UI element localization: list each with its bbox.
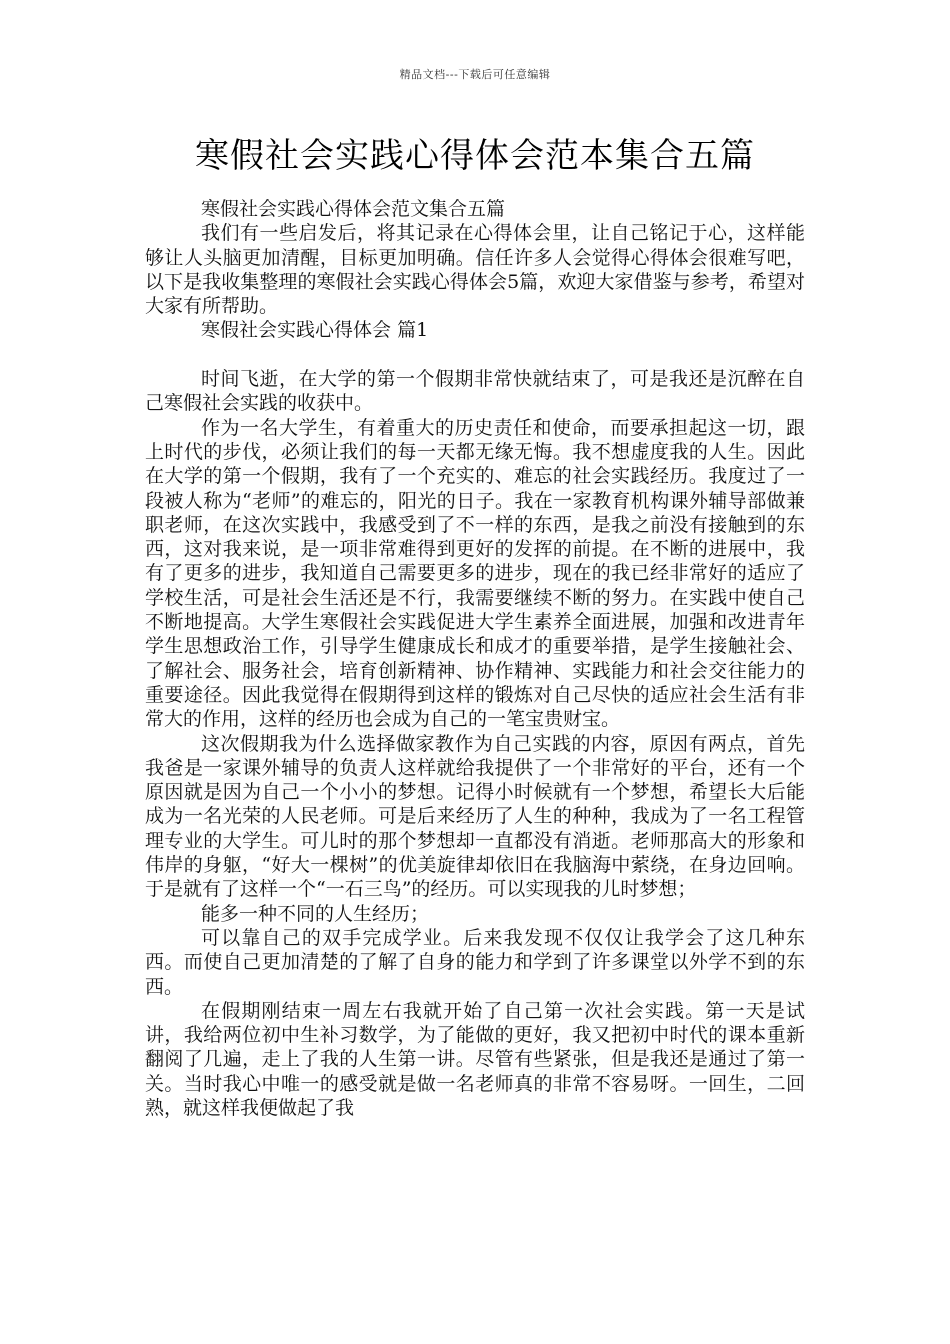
body-paragraph: 在假期刚结束一周左右我就开始了自己第一次社会实践。第一天是试讲，我给两位初中生补习数学，为了能做的更好，我又把初中时代的课本重新翻阅了几遍，走上了我的人生第一讲。尽管有些紧张，但是我还是通过了第一关。当时我心中唯一的感受就是做一名老师真的非常不容易呀。一回生，二回熟，就这样我便做起了我 xyxy=(145,999,805,1119)
header-note: 精品文档---下载后可任意编辑 xyxy=(399,68,551,81)
body-paragraph: 这次假期我为什么选择做家教作为自己实践的内容，原因有两点，首先我爸是一家课外辅导的负责人这样就给我提供了一个非常好的平台，还有一个原因就是因为自己一个小小的梦想。记得小时候就有一个梦想，希望长大后能成为一名光荣的人民老师。可是后来经历了人生的种种，我成为了一名工程管理专业的大学生。可儿时的那个梦想却一直都没有消逝。老师那高大的形象和伟岸的身躯，“好大一棵树”的优美旋律却依旧在我脑海中萦绕，在身边回响。于是就有了这样一个“一石三鸟”的经历。可以实现我的儿时梦想； xyxy=(145,732,805,901)
document-title: 寒假社会实践心得体会范本集合五篇 xyxy=(195,136,755,176)
blank-line xyxy=(145,343,805,367)
body-paragraph: 时间飞逝，在大学的第一个假期非常快就结束了，可是我还是沉醉在自己寒假社会实践的收获中。 xyxy=(145,368,805,415)
section-heading: 寒假社会实践心得体会 篇1 xyxy=(201,319,429,342)
body-paragraph: 可以靠自己的双手完成学业。后来我发现不仅仅让我学会了这几种东西。而使自己更加清楚的了解了自身的能力和学到了许多课堂以外学不到的东西。 xyxy=(145,926,805,998)
subtitle-paragraph: 寒假社会实践心得体会范文集合五篇 xyxy=(201,198,506,220)
document-body xyxy=(145,197,805,1120)
intro-paragraph: 我们有一些启发后，将其记录在心得体会里，让自己铭记于心，这样能够让人头脑更加清醒，目标更加明确。信任许多人会觉得心得体会很难写吧，以下是我收集整理的寒假社会实践心得体会5篇，欢迎大家借鉴与参考，希望对大家有所帮助。 xyxy=(145,222,805,318)
body-paragraph: 作为一名大学生，有着重大的历史责任和使命，而要承担起这一切，跟上时代的步伐，必须让我们的每一天都无缘无悔。我不想虚度我的人生。因此在大学的第一个假期，我有了一个充实的、难忘的社会实践经历。我度过了一段被人称为“老师”的难忘的，阳光的日子。我在一家教育机构课外辅导部做兼职老师，在这次实践中，我感受到了不一样的东西，是我之前没有接触到的东西，这对我来说，是一项非常难得到更好的发挥的前提。在不断的进展中，我有了更多的进步，我知道自己需要更多的进步，现在的我已经非常好的适应了学校生活，可是社会生活还是不行，我需要继续不断的努力。在实践中使自己不断地提高。大学生寒假社会实践促进大学生素养全面进展，加强和改进青年学生思想政治工作，引导学生健康成长和成才的重要举措，是学生接触社会、了解社会、服务社会，培育创新精神、协作精神、实践能力和社会交往能力的重要途径。因此我觉得在假期得到这样的锻炼对自己尽快的适应社会生活有非常大的作用，这样的经历也会成为自己的一笔宝贵财宝。 xyxy=(145,416,805,731)
body-paragraph: 能多一种不同的人生经历； xyxy=(201,902,430,925)
